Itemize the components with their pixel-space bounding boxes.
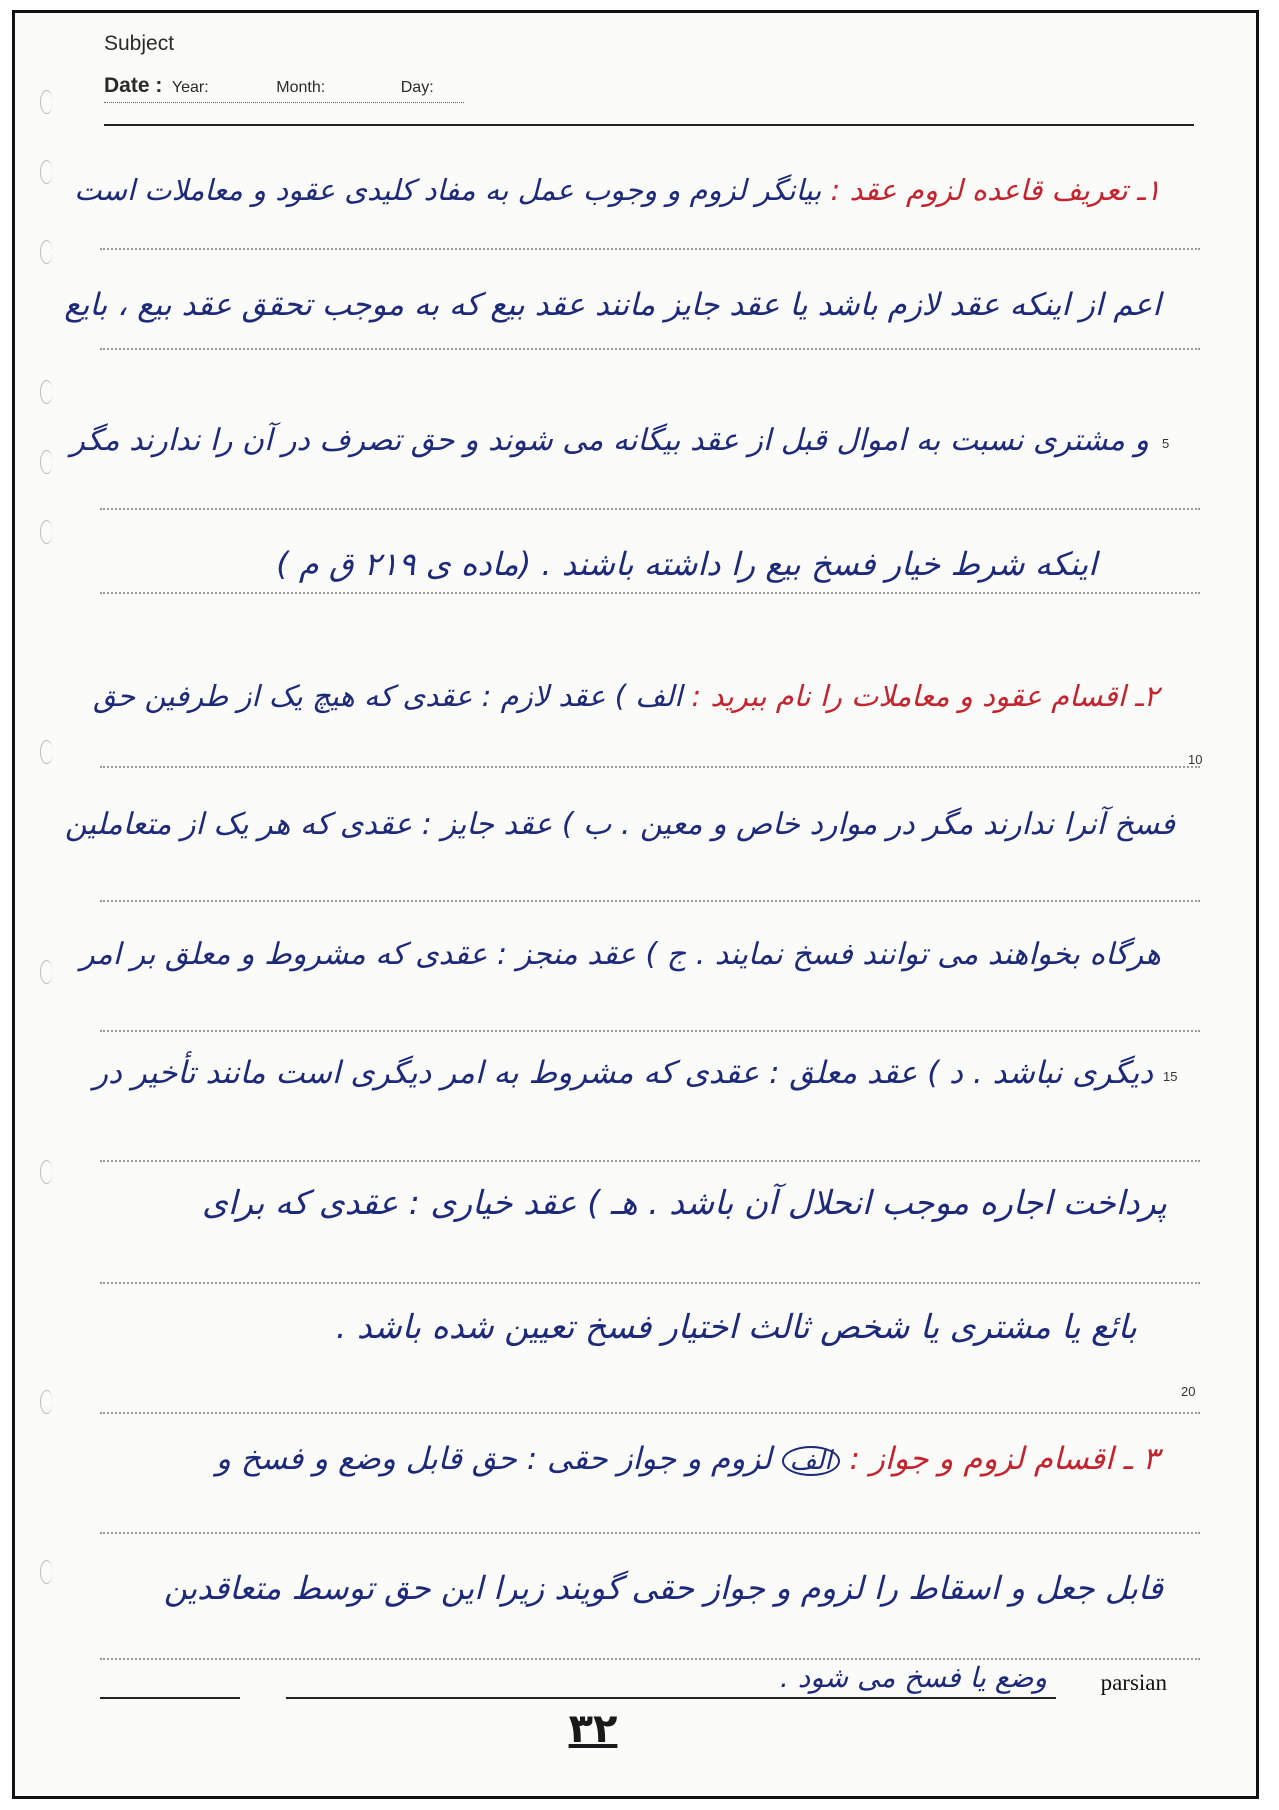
- year-label: Year:: [171, 79, 209, 96]
- binder-hole: [40, 90, 53, 114]
- binder-hole: [40, 740, 53, 764]
- ruled-line: [100, 1658, 1200, 1660]
- page-number: ۳۲: [568, 1706, 618, 1752]
- handwritten-line-12: [163, 1569, 1163, 1607]
- ruled-line: [100, 248, 1200, 250]
- notebook-page: [12, 10, 1259, 1799]
- line-text: دیگری نباشد . د ) عقد معلق : عقدی که مشروط به امر دیگری است مانند تأخیر در: [93, 1055, 1153, 1091]
- binder-hole: [40, 380, 53, 404]
- binder-hole: [40, 160, 53, 184]
- top-rule: [104, 124, 1194, 126]
- question-1-heading: ۱ـ تعریف قاعده لزوم عقد :: [830, 173, 1161, 207]
- handwritten-line-9: [202, 1183, 1167, 1222]
- line-text: لزوم و جواز حقی : حق قابل وضع و فسخ و: [216, 1441, 782, 1477]
- circled-label: الف: [782, 1446, 840, 1476]
- question-3-heading: ۳ ـ اقسام لزوم و جواز :: [849, 1441, 1159, 1477]
- handwritten-line-3: [70, 423, 1149, 458]
- subject-label: Subject: [104, 32, 175, 55]
- handwritten-line-8: [93, 1055, 1153, 1091]
- date-row: [104, 74, 434, 98]
- brand-label: parsian: [1100, 1670, 1167, 1695]
- line-text: اینکه شرط خیار فسخ بیع را داشته باشند . (ماده ی ۲۱۹ ق م ): [276, 545, 1097, 583]
- binder-hole: [40, 1160, 53, 1184]
- handwritten-line-13: [779, 1661, 1047, 1694]
- binder-hole: [40, 520, 53, 544]
- handwritten-line-10: [335, 1307, 1137, 1346]
- day-label: Day:: [400, 79, 434, 96]
- line-text: الف ) عقد لازم : عقدی که هیچ یک از طرفین حق: [93, 679, 692, 713]
- line-text: پرداخت اجاره موجب انحلال آن باشد . هـ ) عقد خیاری : عقدی که برای: [202, 1183, 1167, 1222]
- line-number: 20: [1181, 1384, 1196, 1399]
- line-number: 5: [1162, 436, 1170, 451]
- handwritten-line-7: [80, 937, 1161, 972]
- line-text: قابل جعل و اسقاط را لزوم و جواز حقی گویند زیرا این حق توسط متعاقدین: [163, 1569, 1163, 1607]
- handwritten-line-6: [64, 807, 1175, 842]
- handwritten-line-1: [74, 173, 1161, 207]
- line-text: بائع یا مشتری یا شخص ثالث اختیار فسخ تعیین شده باشد .: [335, 1307, 1137, 1346]
- binder-hole: [40, 1390, 53, 1414]
- ruled-line: [100, 1282, 1200, 1284]
- line-text: و مشتری نسبت به اموال قبل از عقد بیگانه می شوند و حق تصرف در آن را ندارند مگر: [70, 423, 1149, 458]
- line-text: وضع یا فسخ می شود .: [779, 1661, 1047, 1694]
- ruled-line: [100, 592, 1200, 594]
- ruled-line: [100, 508, 1200, 510]
- footer-rule: [100, 1697, 240, 1699]
- handwritten-line-4: [276, 545, 1097, 583]
- handwritten-line-2: [64, 287, 1161, 323]
- footer-rule: [286, 1697, 1056, 1699]
- handwritten-line-11: [216, 1441, 1159, 1477]
- ruled-line: [100, 900, 1200, 902]
- line-text: اعم از اینکه عقد لازم باشد یا عقد جایز مانند عقد بیع که به موجب تحقق عقد بیع ، بایع: [64, 287, 1161, 323]
- month-label: Month:: [276, 79, 326, 96]
- line-number: 15: [1163, 1069, 1178, 1084]
- ruled-line: [100, 766, 1200, 768]
- handwritten-line-5: [93, 679, 1159, 713]
- binder-hole: [40, 960, 53, 984]
- line-text: هرگاه بخواهند می توانند فسخ نمایند . ج ) عقد منجز : عقدی که مشروط و معلق بر امر: [80, 937, 1161, 972]
- ruled-line: [100, 348, 1200, 350]
- ruled-line: [100, 1532, 1200, 1534]
- binder-hole: [40, 450, 53, 474]
- line-text: فسخ آنرا ندارند مگر در موارد خاص و معین . ب ) عقد جایز : عقدی که هر یک از متعاملین: [64, 807, 1175, 842]
- ruled-line: [100, 1412, 1200, 1414]
- binder-hole: [40, 240, 53, 264]
- date-label: Date :: [104, 74, 163, 97]
- line-number: 10: [1188, 752, 1203, 767]
- line-text: بیانگر لزوم و وجوب عمل به مفاد کلیدی عقود و معاملات است: [74, 173, 831, 207]
- ruled-line: [100, 1160, 1200, 1162]
- binder-hole: [40, 1560, 53, 1584]
- date-underline: [104, 102, 464, 103]
- question-2-heading: ۲ـ اقسام عقود و معاملات را نام ببرید :: [691, 679, 1159, 713]
- ruled-line: [100, 1030, 1200, 1032]
